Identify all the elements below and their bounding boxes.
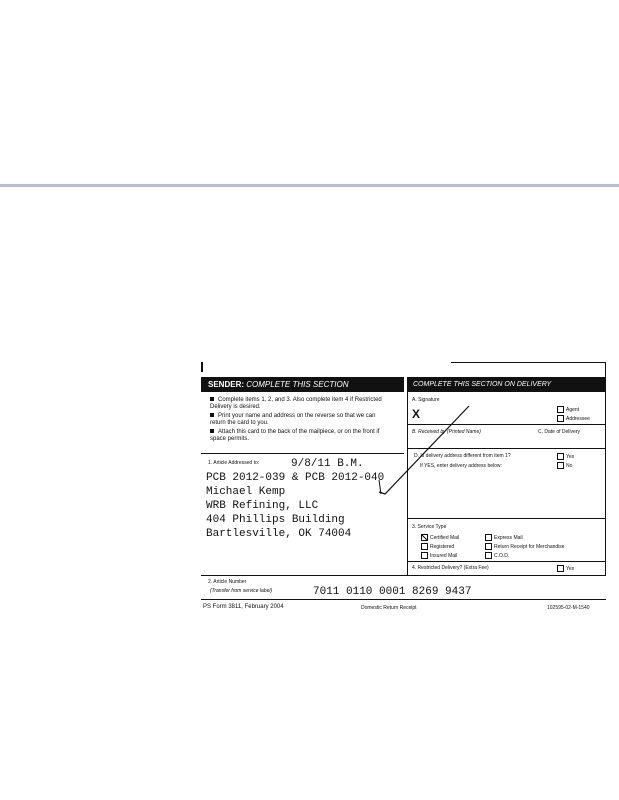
- no-checkbox[interactable]: [557, 462, 564, 469]
- handwritten-slash-mark: [371, 402, 481, 502]
- address-line: PCB 2012-039 & PCB 2012-040: [206, 472, 385, 484]
- address-different-label: D. Is delivery address different from item 1?: [414, 453, 511, 459]
- signature-mark: X: [412, 407, 421, 421]
- divider: [407, 561, 606, 562]
- addressee-option[interactable]: Addressee: [557, 415, 590, 422]
- handwritten-date: 9/8/11 B.M.: [291, 458, 364, 470]
- insured-mail-checkbox[interactable]: [421, 552, 428, 559]
- ps-form-label: PS Form 3811, February 2004: [203, 604, 284, 610]
- address-diff-yes[interactable]: Yes: [557, 453, 574, 460]
- service-left-border: [407, 519, 408, 575]
- sender-header: SENDER: COMPLETE THIS SECTION: [201, 377, 404, 392]
- delivery-right-border: [605, 392, 606, 519]
- cod-option[interactable]: C.O.D.: [485, 552, 509, 559]
- certified-mail-checkbox[interactable]: [421, 534, 428, 541]
- return-receipt-card: [201, 362, 606, 620]
- article-addressed-label: 1. Article Addressed to:: [208, 460, 260, 466]
- instruction-item: Attach this card to the back of the mailpiece, or on the front if space permits.: [210, 429, 380, 442]
- address-line: Bartlesville, OK 74004: [206, 528, 352, 540]
- express-mail-checkbox[interactable]: [485, 534, 492, 541]
- divider: [201, 575, 606, 576]
- article-number-label: 2. Article Number: [208, 579, 247, 585]
- if-yes-label: If YES, enter delivery address below:: [420, 463, 502, 469]
- yes-checkbox[interactable]: [557, 453, 564, 460]
- service-type-label: 3. Service Type: [412, 524, 447, 530]
- service-right-border: [605, 519, 606, 575]
- address-line: 404 Phillips Building: [206, 514, 345, 526]
- agent-option[interactable]: Agent: [557, 406, 579, 413]
- transfer-label: (Transfer from service label): [210, 588, 273, 594]
- divider: [407, 518, 606, 519]
- date-of-delivery-label: C. Date of Delivery: [538, 429, 580, 435]
- agent-checkbox[interactable]: [557, 406, 564, 413]
- signature-label: A. Signature: [412, 397, 440, 403]
- scan-artifact-line: [0, 184, 619, 187]
- article-number: 7011 0110 0001 8269 9437: [313, 586, 472, 598]
- card-corner-mark: [201, 362, 203, 372]
- registered-option[interactable]: Registered: [421, 543, 454, 550]
- express-mail-option[interactable]: Express Mail: [485, 534, 523, 541]
- registered-checkbox[interactable]: [421, 543, 428, 550]
- cod-checkbox[interactable]: [485, 552, 492, 559]
- address-line: Michael Kemp: [206, 486, 286, 498]
- received-by-label: B. Received by (Printed Name): [412, 429, 481, 435]
- address-diff-no[interactable]: No: [557, 462, 572, 469]
- certified-mail-option[interactable]: Certified Mail: [421, 534, 459, 541]
- form-title: Domestic Return Receipt: [361, 605, 417, 611]
- divider: [201, 599, 606, 600]
- address-line: WRB Refining, LLC: [206, 500, 319, 512]
- restricted-delivery-label: 4. Restricted Delivery? (Extra Fee): [412, 565, 489, 571]
- delivery-header: COMPLETE THIS SECTION ON DELIVERY: [407, 377, 606, 392]
- form-code: 102595-02-M-1540: [547, 605, 590, 611]
- restricted-yes-option[interactable]: Yes: [557, 565, 574, 572]
- card-top-edge: [451, 362, 606, 363]
- card-right-edge: [605, 362, 606, 377]
- return-receipt-checkbox[interactable]: [485, 543, 492, 550]
- addressee-checkbox[interactable]: [557, 415, 564, 422]
- instruction-item: Complete items 1, 2, and 3. Also complete item 4 if Restricted Delivery is desired.: [210, 397, 382, 410]
- insured-mail-option[interactable]: Insured Mail: [421, 552, 457, 559]
- instruction-item: Print your name and address on the reverse so that we can return the card to you.: [210, 413, 376, 426]
- restricted-yes-checkbox[interactable]: [557, 565, 564, 572]
- return-receipt-option[interactable]: Return Receipt for Merchandise: [485, 543, 565, 550]
- sender-instructions: [210, 397, 390, 443]
